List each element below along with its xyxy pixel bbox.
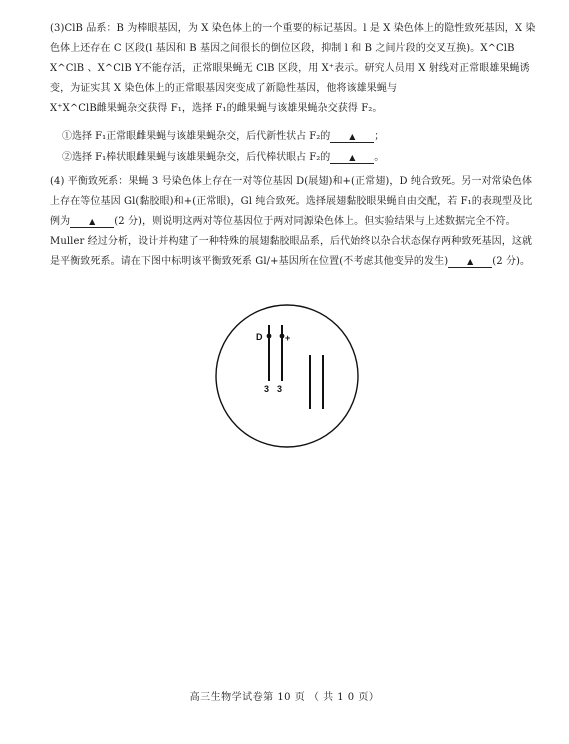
label-plus: + <box>285 333 291 343</box>
cell-circle <box>216 305 358 447</box>
chromosome-diagram <box>214 303 360 449</box>
blank-triangle-mark: ▲ <box>467 257 474 266</box>
page-footer: 高三生物学试卷第 10 页 （ 共 1 0 页） <box>189 692 380 703</box>
gene-locus-D <box>267 334 272 339</box>
label-D: D <box>256 332 263 342</box>
question-3-cross-text: X⁺X^ClB雌果蝇杂交获得 F₁，选择 F₁的雌果蝇与该雄果蝇杂交获得 F₂。 <box>50 103 383 114</box>
label-chromosome-3a: 3 <box>264 384 270 394</box>
answer-blank-2[interactable] <box>330 152 374 164</box>
question-4-paragraph <box>50 172 540 272</box>
question-3-option-1 <box>62 127 384 147</box>
option-2-text: ②选择 F₁棒状眼雌果蝇与该雄果蝇杂交，后代棒状眼占 F₂的 <box>62 152 331 163</box>
question-4-text-c: (2 分)。 <box>492 256 531 267</box>
question-3-option-2 <box>62 148 384 168</box>
answer-blank-1[interactable] <box>330 131 374 143</box>
blank-triangle-mark: ▲ <box>89 217 96 226</box>
label-chromosome-3b: 3 <box>277 384 283 394</box>
question-4-text-b: (2 分)，则说明这两对等位基因位于两对同源染色体上。但实验结果与上述数据完全不符。Muller 经过分析，设计并构建了一种特殊的展翅黏胶眼品系，后代始终以杂合状态保存两种致死基因，这就是平衡致死系。请在下图中标明该平衡致死系 Gl/+基因所在位置(不考虑其他变异的发生) <box>50 216 533 267</box>
blank-triangle-mark: ▲ <box>349 153 356 162</box>
option-2-end: 。 <box>374 152 385 163</box>
answer-blank-4[interactable] <box>448 256 492 268</box>
blank-triangle-mark: ▲ <box>349 132 356 141</box>
option-1-end: ； <box>374 131 385 142</box>
answer-blank-3[interactable] <box>70 216 114 228</box>
question-3-paragraph <box>50 19 540 119</box>
question-4-text-a: (4) 平衡致死系：果蝇 3 号染色体上存在一对等位基因 D(展翅)和+(正常翅)，D 纯合致死。另一对常染色体上存在等位基因 Gl(黏胶眼)和+(正常眼)，Gl 纯合致死。选择展翅黏胶眼果蝇自由交配，若 F₁的表现型及比例为 <box>50 176 533 227</box>
option-1-text: ①选择 F₁正常眼雌果蝇与该雄果蝇杂交，后代新性状占 F₂的 <box>62 131 331 142</box>
gene-locus-plus <box>280 334 285 339</box>
question-3-text: (3)ClB 品系：B 为棒眼基因，为 X 染色体上的一个重要的标记基因。l 是 X 染色体上的隐性致死基因，X 染色体上还存在 C 区段(l 基因和 B 基因之间很长的倒位区段，抑制 l 和 B 之间片段的交叉互换)。X^ClB X^ClB 、X^ClB Y不能存活，正常眼果蝇无 ClB 区段，用 X⁺表示。研究人员用 X 射线对正常眼雄果蝇诱变，为证实其 X 染色体上的正常眼基因突变成了新隐性基因，他将该雄果蝇与 <box>50 23 536 94</box>
